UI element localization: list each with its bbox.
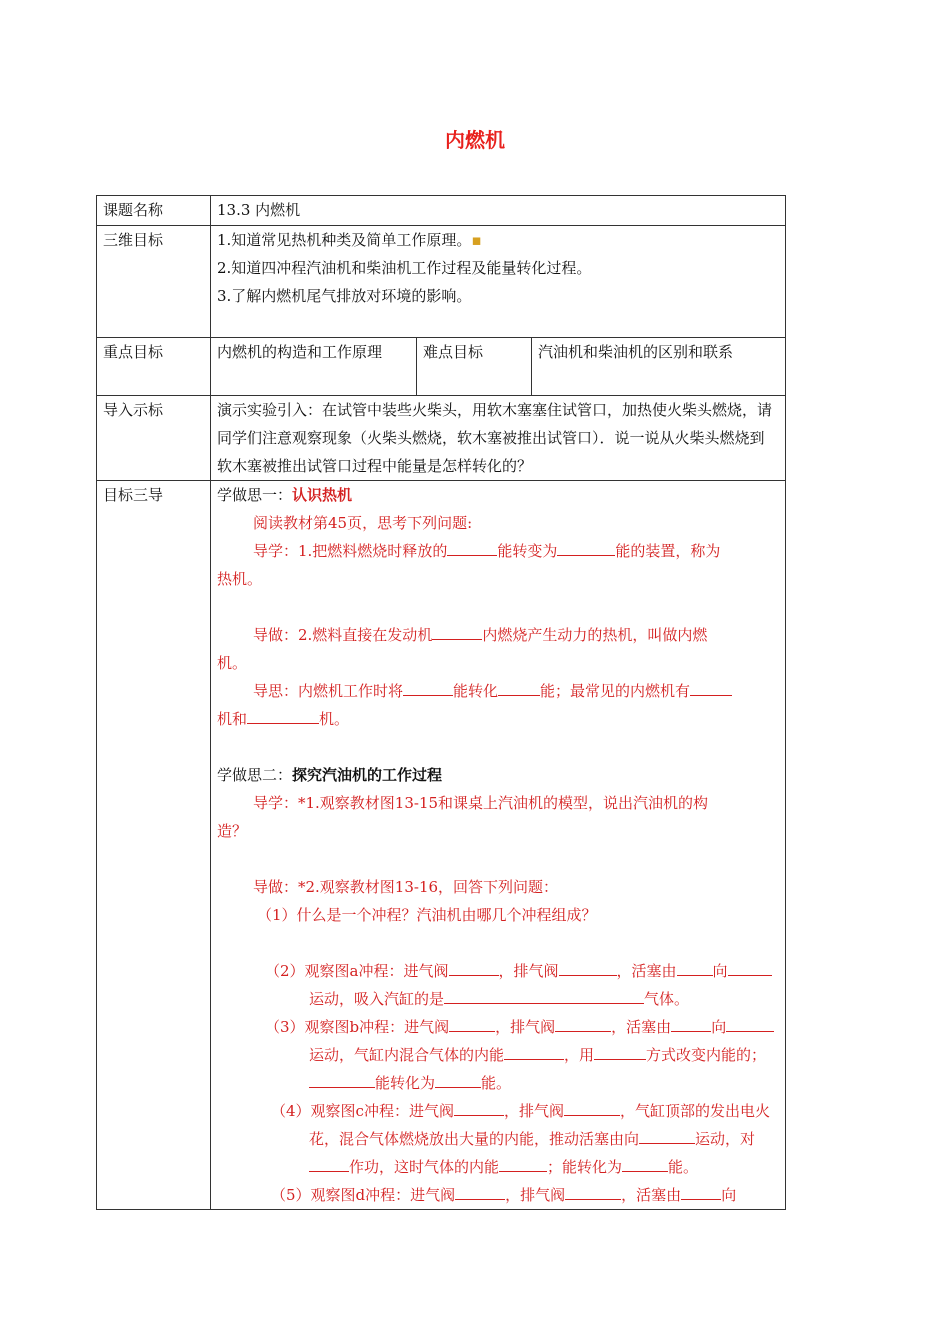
read-instruction: 阅读教材第45页，思考下列问题: — [253, 514, 473, 532]
goal-item: 2.知道四冲程汽油机和柴油机工作过程及能量转化过程。 — [217, 259, 592, 277]
intro-text: 演示实验引入：在试管中装些火柴头，用软木塞塞住试管口，加热使火柴头燃烧，请同学们注意观察现象（火柴头燃烧，软木塞被推出试管口）．说一说从火柴头燃烧到软木塞被推出试管口过程中能量是怎样转化的？ — [211, 396, 786, 481]
question-1: 导学：1.把燃料燃烧时释放的 能转变为 能的装置，称为 — [217, 537, 779, 565]
row-key — [97, 338, 786, 396]
row-intro — [97, 396, 786, 481]
question-5-4: （4）观察图c冲程：进气阀 ，排气阀 ，气缸顶部的发出电火花，混合气体燃烧放出大量的内能，推动活塞由向 运动，对作功，这时气体的内能 ；能转化为 能。 — [217, 1097, 779, 1181]
goals-label: 三维目标 — [97, 226, 211, 338]
question-5-3: （3）观察图b冲程：进气阀 ，排气阀 ，活塞由 向运动，气缸内混合气体的内能 ，用 方式改变内能的；能转化为 能。 — [217, 1013, 779, 1097]
question-5: 导做：*2.观察教材图13-16，回答下列问题： — [253, 878, 559, 896]
question-2-end: 机。 — [217, 654, 248, 672]
question-5-5: （5）观察图d冲程：进气阀 ，排气阀 ，活塞由 向 — [217, 1181, 779, 1209]
question-4-end: 造？ — [217, 822, 248, 840]
section-2-heading: 学做思二：探究汽油机的工作过程 — [217, 766, 443, 784]
question-2: 导做：2.燃料直接在发动机 内燃烧产生动力的热机，叫做内燃 — [217, 621, 779, 649]
row-target — [97, 481, 786, 1210]
target-content — [211, 481, 786, 1210]
row-topic — [97, 196, 786, 226]
goal-item: 1.知道常见热机种类及简单工作原理。▪ — [217, 231, 482, 249]
goals-list — [211, 226, 786, 338]
goal-item: 3.了解内燃机尾气排放对环境的影响。 — [217, 287, 472, 305]
question-5-2: （2）观察图a冲程：进气阀 ，排气阀 ，活塞由 向运动，吸入汽缸的是 气体。 — [217, 957, 779, 1013]
target-label: 目标三导 — [97, 481, 211, 1210]
row-goals — [97, 226, 786, 338]
topic-value: 13.3 内燃机 — [211, 196, 786, 226]
key-label: 重点目标 — [97, 338, 211, 396]
topic-label: 课题名称 — [97, 196, 211, 226]
question-1-end: 热机。 — [217, 570, 263, 588]
key-value: 内燃机的构造和工作原理 — [211, 338, 417, 396]
lesson-plan-table — [96, 195, 786, 1210]
hard-label: 难点目标 — [417, 338, 532, 396]
section-1-heading: 学做思一：认识热机 — [217, 486, 353, 504]
hard-value: 汽油机和柴油机的区别和联系 — [532, 338, 786, 396]
question-3-end: 机和 机。 — [217, 705, 779, 733]
question-4: 导学：*1.观察教材图13-15和课桌上汽油机的模型，说出汽油机的构 — [253, 794, 709, 812]
question-5-1: （1）什么是一个冲程？汽油机由哪几个冲程组成？ — [257, 906, 597, 924]
intro-label: 导入示标 — [97, 396, 211, 481]
page-title: 内燃机 — [445, 128, 505, 152]
question-3: 导思：内燃机工作时将 能转化 能；最常见的内燃机有 — [217, 677, 779, 705]
